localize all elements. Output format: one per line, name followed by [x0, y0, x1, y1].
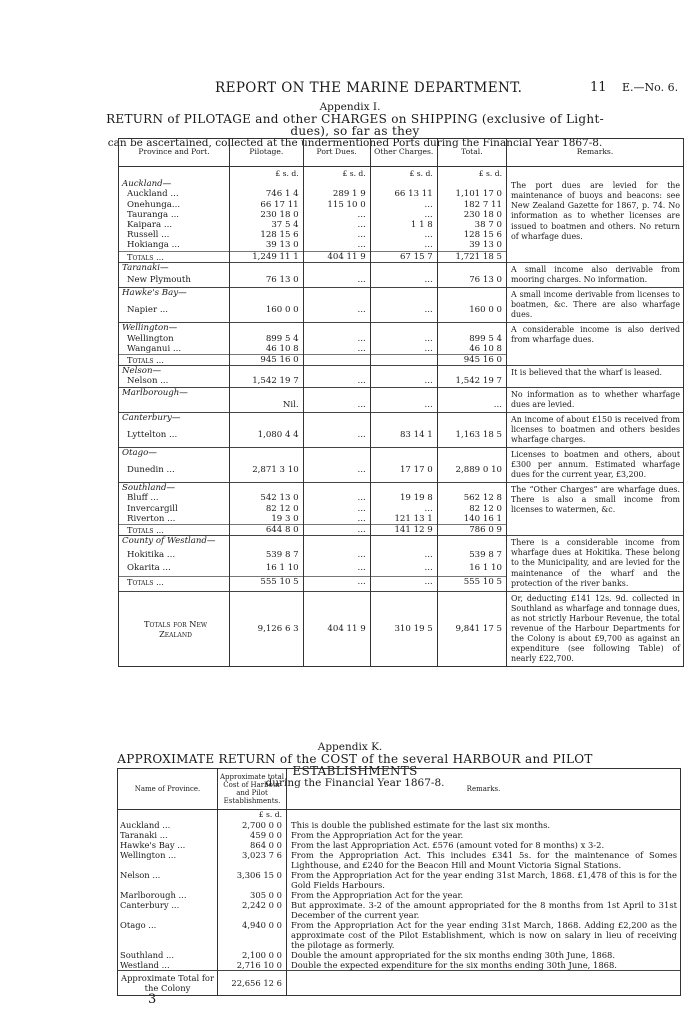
establishment-cost-table	[117, 768, 681, 996]
port-dues-value: ...	[303, 493, 370, 503]
pilotage-value: 160 0 0	[230, 305, 304, 323]
pilotage-value: 76 13 0	[230, 275, 304, 288]
pilotage-value: 542 13 0	[230, 493, 304, 503]
remarks-cell: Double the expected expenditure for the six months ending 30th June, 1868.	[287, 960, 681, 971]
cell	[230, 179, 304, 189]
cost-value: 459 0 0	[218, 830, 287, 840]
remarks-cell: A small income derivable from licenses to boatmen, &c. There are also wharfage dues.	[507, 288, 684, 323]
signature-mark: 3	[148, 992, 157, 1007]
cell	[303, 288, 370, 306]
column-header: Approximate total Cost of Harbour and Pilot Establishments.	[218, 769, 287, 810]
province-name: Otago—	[119, 447, 230, 465]
other-charges-value: ...	[370, 230, 437, 240]
cell	[230, 288, 304, 306]
province-name: Hawke's Bay ...	[118, 840, 218, 850]
port-dues-value: ...	[303, 240, 370, 251]
pilotage-value: 19 3 0	[230, 514, 304, 525]
cell	[370, 179, 437, 189]
port-dues-value: ...	[303, 465, 370, 483]
cell	[437, 483, 506, 494]
cell	[303, 387, 370, 400]
totals-label: Totals ...	[119, 577, 230, 592]
remarks-cell: An income of about £150 is received from licenses to boatmen and others besides wharfage charges.	[507, 412, 684, 447]
cost-value: 305 0 0	[218, 890, 287, 900]
province-row	[119, 483, 684, 494]
port-dues-value: ...	[303, 376, 370, 387]
cell	[437, 387, 506, 400]
page-number: 11	[590, 80, 607, 95]
port-dues-value: ...	[303, 504, 370, 514]
total-value: 1,542 19 7	[437, 376, 506, 387]
province-name: Nelson ...	[118, 870, 218, 890]
port-name: Hokianga ...	[119, 240, 230, 251]
column-header: Pilotage.	[230, 139, 304, 167]
other-charges-value: ...	[370, 275, 437, 288]
column-header: Remarks.	[507, 139, 684, 167]
cost-value: 4,940 0 0	[218, 920, 287, 950]
port-dues-value: ...	[303, 230, 370, 240]
port-name: Nelson ...	[119, 376, 230, 387]
other-charges-value: 66 13 11	[370, 189, 437, 199]
total-value: 1,721 18 5	[437, 251, 506, 262]
port-name: Russell ...	[119, 230, 230, 240]
appendix-i-label: Appendix I.	[319, 101, 381, 113]
grand-total-row	[119, 591, 684, 667]
units-row	[119, 167, 684, 180]
total-value: 1,163 18 5	[437, 430, 506, 448]
remarks-cell: From the Appropriation Act for the year ending 31st March, 1868. £1,478 of this is for the Gold Fields Harbours.	[287, 870, 681, 890]
port-dues-value: ...	[303, 514, 370, 525]
province-name: Taranaki—	[119, 262, 230, 275]
port-name	[119, 400, 230, 413]
cell	[370, 447, 437, 465]
total-value: 128 15 6	[437, 230, 506, 240]
total-value: 899 5 4	[437, 334, 506, 344]
other-charges-value: 121 13 1	[370, 514, 437, 525]
other-charges-value: ...	[370, 577, 437, 592]
table-row	[118, 820, 681, 830]
cell	[437, 288, 506, 306]
label-line: Zealand	[159, 629, 192, 640]
cell	[437, 447, 506, 465]
port-dues-value: 289 1 9	[303, 189, 370, 199]
remarks-cell: But approximate. 3-2 of the amount appropriated for the 8 months from 1st April to 31st December of the current year.	[287, 900, 681, 920]
cell	[230, 387, 304, 400]
port-dues-value: ...	[303, 344, 370, 355]
province-name: Taranaki ...	[118, 830, 218, 840]
province-row	[119, 366, 684, 377]
province-name: Auckland—	[119, 179, 230, 189]
total-value: 16 1 10	[437, 563, 506, 577]
province-name: County of Westland—	[119, 536, 230, 550]
total-value: 182 7 11	[437, 200, 506, 210]
total-value: 562 12 8	[437, 493, 506, 503]
pilotage-value: 16 1 10	[230, 563, 304, 577]
province-name: Nelson—	[119, 366, 230, 377]
label-line: Totals for New	[144, 618, 207, 629]
port-dues-value: 404 11 9	[303, 251, 370, 262]
cost-value: 864 0 0	[218, 840, 287, 850]
cell	[303, 536, 370, 550]
table-row	[118, 840, 681, 850]
remarks-cell: This is double the published estimate for the last six months.	[287, 820, 681, 830]
cell	[370, 366, 437, 377]
other-charges-value: 17 17 0	[370, 465, 437, 483]
cell	[230, 536, 304, 550]
table-row	[118, 850, 681, 870]
cell	[303, 179, 370, 189]
port-dues-value: ...	[303, 305, 370, 323]
total-value: 38 7 0	[437, 220, 506, 230]
total-cost-value: 22,656 12 6	[218, 971, 287, 996]
pilotage-value: 37 5 4	[230, 220, 304, 230]
province-row	[119, 288, 684, 306]
cell	[437, 179, 506, 189]
province-name: Wellington ...	[118, 850, 218, 870]
remarks-cell: The “Other Charges” are wharfage dues. There is also a small income from licenses to watermen, &c.	[507, 483, 684, 536]
total-value: 555 10 5	[437, 577, 506, 592]
cell	[370, 262, 437, 275]
port-name: Onehunga...	[119, 200, 230, 210]
province-name: Westland ...	[118, 960, 218, 971]
total-value: 160 0 0	[437, 305, 506, 323]
column-header: Other Charges.	[370, 139, 437, 167]
cell	[437, 366, 506, 377]
port-name: Napier ...	[119, 305, 230, 323]
cell	[230, 262, 304, 275]
table-row	[118, 900, 681, 920]
unit-label: £ s. d.	[303, 167, 370, 180]
province-row	[119, 262, 684, 275]
total-value: 1,101 17 0	[437, 189, 506, 199]
cell	[303, 262, 370, 275]
cell	[303, 366, 370, 377]
port-dues-value: ...	[303, 563, 370, 577]
other-charges-value: ...	[370, 210, 437, 220]
province-name: Marlborough ...	[118, 890, 218, 900]
pilotage-value: 945 16 0	[230, 354, 304, 365]
port-dues-value: ...	[303, 577, 370, 592]
total-value: 945 16 0	[437, 354, 506, 365]
caption-line: RETURN of PILOTAGE and other CHARGES on SHIPPING (exclusive of Light-dues), so far as they	[106, 112, 604, 138]
province-row	[119, 387, 684, 400]
cell	[287, 971, 681, 996]
cell	[230, 412, 304, 430]
province-name: Canterbury ...	[118, 900, 218, 920]
cost-value: 2,100 0 0	[218, 950, 287, 960]
unit-label: £ s. d.	[230, 167, 304, 180]
port-name: Auckland ...	[119, 189, 230, 199]
cell	[437, 412, 506, 430]
port-dues-value: ...	[303, 220, 370, 230]
pilotage-value: 899 5 4	[230, 334, 304, 344]
cost-value: 3,306 15 0	[218, 870, 287, 890]
table-body	[118, 810, 681, 996]
total-label	[118, 971, 218, 996]
port-dues-value: ...	[303, 210, 370, 220]
province-name: Auckland ...	[118, 820, 218, 830]
province-row	[119, 536, 684, 550]
other-charges-value: ...	[370, 334, 437, 344]
province-name: Canterbury—	[119, 412, 230, 430]
pilotage-value: 1,249 11 1	[230, 251, 304, 262]
cell	[437, 262, 506, 275]
total-value: 76 13 0	[437, 275, 506, 288]
pilotage-value: 539 8 7	[230, 550, 304, 563]
province-name: Hawke's Bay—	[119, 288, 230, 306]
total-value: ...	[437, 400, 506, 413]
port-name: Invercargill	[119, 504, 230, 514]
table-row	[118, 830, 681, 840]
port-name: Tauranga ...	[119, 210, 230, 220]
total-value: 2,889 0 10	[437, 465, 506, 483]
document-reference: E.—No. 6.	[622, 81, 679, 94]
other-charges-value: ...	[370, 550, 437, 563]
totals-label: Totals ...	[119, 525, 230, 536]
unit-label: £ s. d.	[218, 810, 287, 821]
pilotage-value: 46 10 8	[230, 344, 304, 355]
province-row	[119, 323, 684, 334]
cell	[370, 387, 437, 400]
pilotage-value: 1,080 4 4	[230, 430, 304, 448]
cell	[303, 412, 370, 430]
totals-label: Totals ...	[119, 354, 230, 365]
other-charges-value: ...	[370, 344, 437, 355]
cell	[437, 323, 506, 334]
cost-value: 2,700 0 0	[218, 820, 287, 830]
table-row	[118, 870, 681, 890]
cell	[230, 366, 304, 377]
other-charges-value: 83 14 1	[370, 430, 437, 448]
other-charges-value: ...	[370, 504, 437, 514]
cell	[303, 447, 370, 465]
pilotage-value: 82 12 0	[230, 504, 304, 514]
port-name: Kaipara ...	[119, 220, 230, 230]
total-value: 786 0 9	[437, 525, 506, 536]
province-name: Otago ...	[118, 920, 218, 950]
cell	[507, 167, 684, 180]
cell	[230, 483, 304, 494]
province-name: Southland ...	[118, 950, 218, 960]
table-row	[118, 950, 681, 960]
port-dues-value: ...	[303, 400, 370, 413]
column-header: Total.	[437, 139, 506, 167]
total-value: 539 8 7	[437, 550, 506, 563]
province-name: Marlborough—	[119, 387, 230, 400]
caption-line: APPROXIMATE RETURN of the COST of the several HARBOUR and PILOT ESTABLISHMENTS	[117, 752, 593, 778]
province-row	[119, 412, 684, 430]
label-line: the Colony	[144, 983, 191, 993]
cell	[370, 288, 437, 306]
remarks-cell: It is believed that the wharf is leased.	[507, 366, 684, 387]
total-row	[118, 971, 681, 996]
port-dues-value: 115 10 0	[303, 200, 370, 210]
other-value: 310 19 5	[370, 591, 437, 667]
units-row	[118, 810, 681, 821]
cell	[230, 447, 304, 465]
pilotage-value: 644 8 0	[230, 525, 304, 536]
pilotage-value: 66 17 11	[230, 200, 304, 210]
table-row	[118, 960, 681, 971]
remarks-cell: Or, deducting £141 12s. 9d. collected in Southland as wharfage and tonnage dues, as not strictly Harbour Revenue, the total revenue of the Harbour Departments for the Colony is about £9,700 as against an expenditure (see following Table) of nearly £22,700.	[507, 591, 684, 667]
cell	[118, 810, 218, 821]
province-row	[119, 447, 684, 465]
port-dues-value: ...	[303, 430, 370, 448]
remarks-cell: Double the amount appropriated for the six months ending 30th June, 1868.	[287, 950, 681, 960]
port-dues-value: ...	[303, 550, 370, 563]
totals-label: Totals ...	[119, 251, 230, 262]
table-row	[118, 920, 681, 950]
port-name: Dunedin ...	[119, 465, 230, 483]
cell	[230, 323, 304, 334]
remarks-cell: Licenses to boatmen and others, about £300 per annum. Estimated wharfage dues for the current year, £3,200.	[507, 447, 684, 482]
remarks-cell: The port dues are levied for the maintenance of buoys and beacons: see New Zealand Gazette for 1867, p. 74. No information as to whether licenses are issued to boatmen and others. No return of wharfage dues.	[507, 179, 684, 262]
other-charges-value: ...	[370, 240, 437, 251]
remarks-cell: From the last Appropriation Act. £576 (amount voted for 8 months) x 3-2.	[287, 840, 681, 850]
table-header-row	[119, 139, 684, 167]
other-charges-value: 67 15 7	[370, 251, 437, 262]
column-header: Name of Province.	[118, 769, 218, 810]
port-dues-value: ...	[303, 334, 370, 344]
remarks-cell: From the Appropriation Act for the year.	[287, 890, 681, 900]
remarks-cell: A considerable income is also derived from wharfage dues.	[507, 323, 684, 366]
other-charges-value: 19 19 8	[370, 493, 437, 503]
cost-value: 2,716 10 0	[218, 960, 287, 971]
pilotage-value: 128 15 6	[230, 230, 304, 240]
appendix-k-label: Appendix K.	[317, 741, 383, 753]
unit-label: £ s. d.	[370, 167, 437, 180]
province-row	[119, 179, 684, 189]
cell	[437, 536, 506, 550]
total-value: 9,841 17 5	[437, 591, 506, 667]
cell	[303, 323, 370, 334]
column-header: Port Dues.	[303, 139, 370, 167]
cell	[370, 536, 437, 550]
total-value: 39 13 0	[437, 240, 506, 251]
port-name: Hokitika ...	[119, 550, 230, 563]
table-row	[118, 890, 681, 900]
label-line: Approximate Total for	[121, 973, 214, 983]
total-value: 46 10 8	[437, 344, 506, 355]
remarks-cell: From the Appropriation Act. This includes £341 5s. for the maintenance of Somes Lighthouse, and £240 for the Beacon Hill and Mount Victoria Signal Stations.	[287, 850, 681, 870]
pilotage-value: 746 1 4	[230, 189, 304, 199]
pilotage-value: 555 10 5	[230, 577, 304, 592]
pilotage-value: 230 18 0	[230, 210, 304, 220]
other-charges-value: ...	[370, 563, 437, 577]
running-header	[0, 80, 700, 100]
cell	[370, 483, 437, 494]
cost-value: 3,023 7 6	[218, 850, 287, 870]
column-header: Remarks.	[287, 769, 681, 810]
pilotage-value: 2,871 3 10	[230, 465, 304, 483]
table-body	[119, 167, 684, 667]
other-charges-value: 1 1 8	[370, 220, 437, 230]
total-value: 82 12 0	[437, 504, 506, 514]
cost-value: 2,242 0 0	[218, 900, 287, 920]
table-header-row	[118, 769, 681, 810]
remarks-cell: A small income also derivable from mooring charges. No information.	[507, 262, 684, 287]
port-name: Riverton ...	[119, 514, 230, 525]
pilotage-value: 39 13 0	[230, 240, 304, 251]
other-charges-value: ...	[370, 305, 437, 323]
port-dues-value: 404 11 9	[303, 591, 370, 667]
caption-line: during the Financial Year 1867-8.	[265, 777, 445, 789]
total-value: 140 16 1	[437, 514, 506, 525]
remarks-cell: No information as to whether wharfage dues are levied.	[507, 387, 684, 412]
report-title: REPORT ON THE MARINE DEPARTMENT.	[215, 80, 523, 96]
caption-line: can be ascertained, collected at the undermentioned Ports during the Financial Year 1867-8.	[107, 137, 603, 149]
province-name: Wellington—	[119, 323, 230, 334]
other-charges-value: ...	[370, 200, 437, 210]
port-name: Wanganui ...	[119, 344, 230, 355]
port-dues-value: ...	[303, 525, 370, 536]
other-charges-value: ...	[370, 376, 437, 387]
cell	[119, 167, 230, 180]
remarks-cell: There is a considerable income from wharfage dues at Hokitika. These belong to the Municipality, and are levied for the maintenance of the wharf and the protection of the river banks.	[507, 536, 684, 591]
other-charges-value: 141 12 9	[370, 525, 437, 536]
grand-total-label	[119, 591, 230, 667]
port-name: Lyttelton ...	[119, 430, 230, 448]
cell	[287, 810, 681, 821]
remarks-cell: From the Appropriation Act for the year.	[287, 830, 681, 840]
cell	[370, 412, 437, 430]
other-charges-value	[370, 354, 437, 365]
cell	[303, 483, 370, 494]
pilotage-value: 1,542 19 7	[230, 376, 304, 387]
pilotage-value: 9,126 6 3	[230, 591, 304, 667]
cell	[370, 323, 437, 334]
column-header: Province and Port.	[119, 139, 230, 167]
unit-label: £ s. d.	[437, 167, 506, 180]
port-name: Wellington	[119, 334, 230, 344]
pilotage-return-table	[118, 138, 684, 667]
port-dues-value: ...	[303, 275, 370, 288]
port-dues-value	[303, 354, 370, 365]
province-name: Southland—	[119, 483, 230, 494]
port-name: Okarita ...	[119, 563, 230, 577]
port-name: New Plymouth	[119, 275, 230, 288]
other-charges-value: ...	[370, 400, 437, 413]
remarks-cell: From the Appropriation Act for the year ending 31st March, 1868. Adding £2,200 as the approximate cost of the Pilot Establishment, which is now on salary in lieu of receiving the pilotage as formerly.	[287, 920, 681, 950]
pilotage-value: Nil.	[230, 400, 304, 413]
port-name: Bluff ...	[119, 493, 230, 503]
total-value: 230 18 0	[437, 210, 506, 220]
